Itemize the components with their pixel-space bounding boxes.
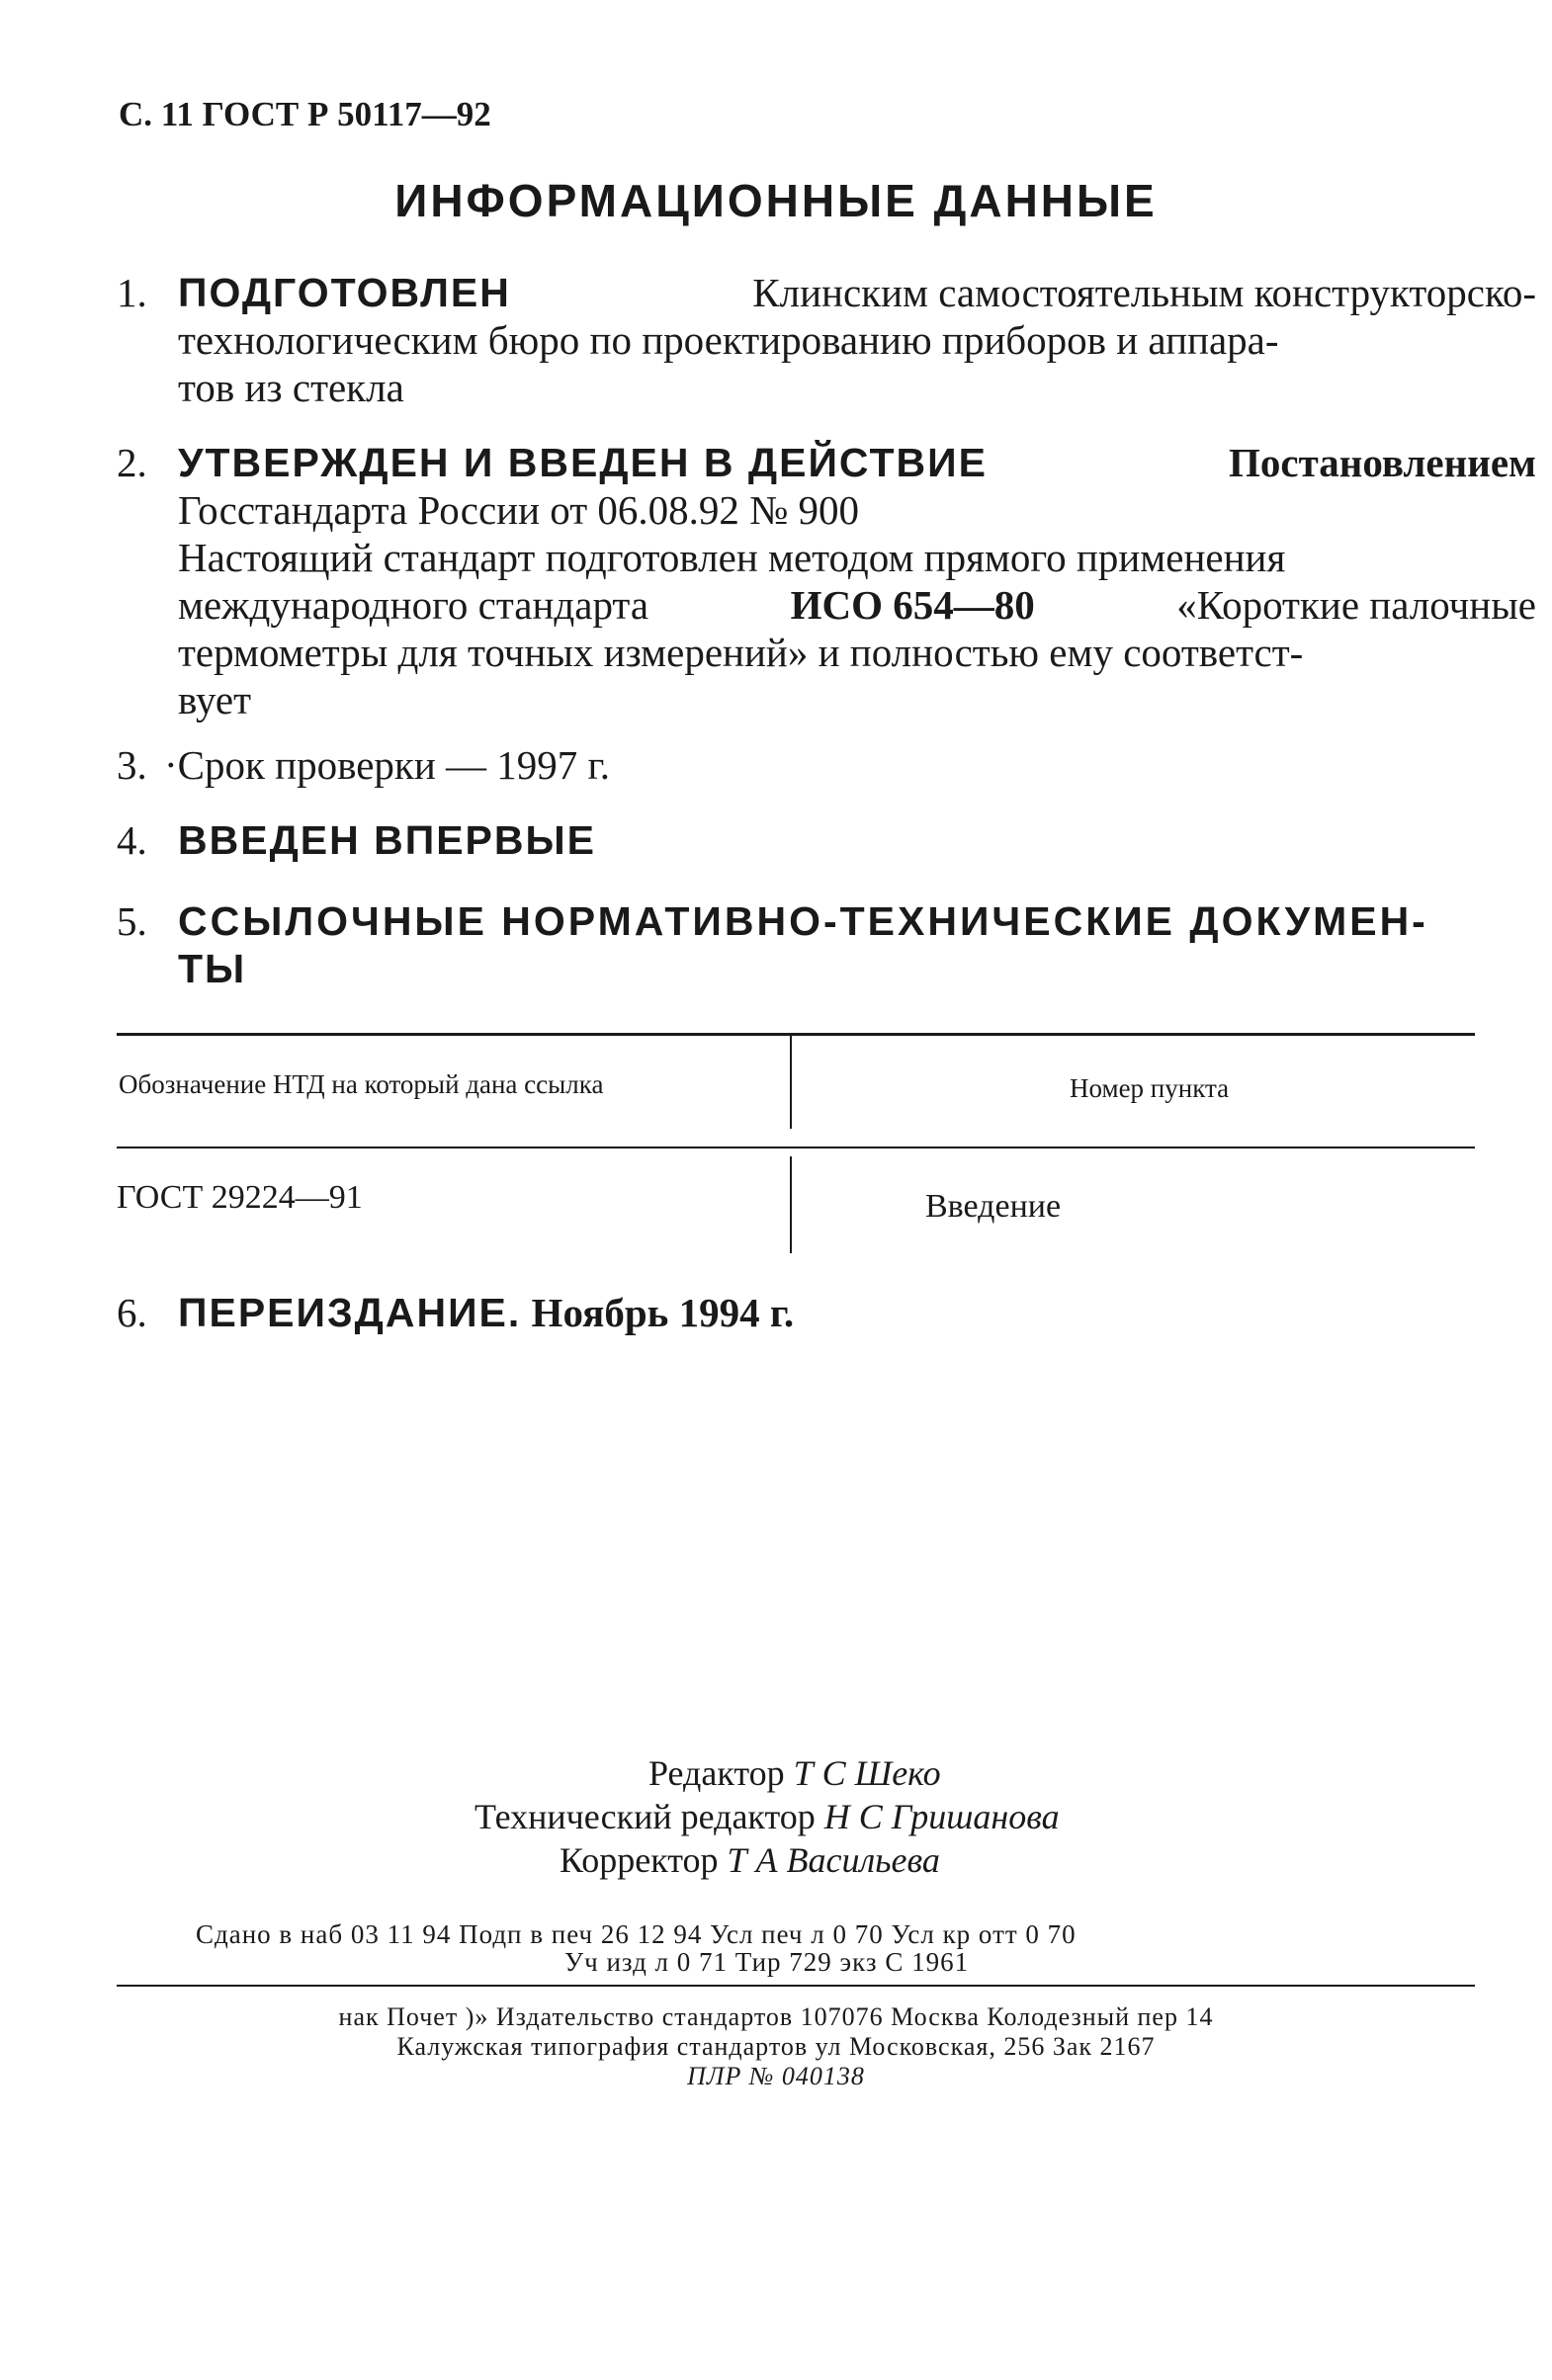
page-header: С. 11 ГОСТ Р 50117—92 (119, 95, 491, 133)
item-lead: УТВЕРЖДЕН И ВВЕДЕН В ДЕЙСТВИЕ (178, 440, 988, 485)
item-text: тов из стекла (178, 365, 404, 410)
credit-name: Т С Шеко (793, 1753, 941, 1793)
item-text: ·Срок проверки — 1997 г. (164, 742, 610, 788)
page-title: ИНФОРМАЦИОННЫЕ ДАННЫЕ (394, 175, 1158, 226)
item-text: Настоящий стандарт подготовлен методом прямого применения (178, 535, 1286, 580)
imprint-rule (117, 1985, 1475, 1987)
standard-ref: ИСО 654—80 (790, 582, 1035, 628)
table-divider (790, 1156, 792, 1253)
item-lead: ВВЕДЕН ВПЕРВЫЕ (178, 817, 596, 863)
item-line (178, 269, 1536, 316)
item-lead: ССЫЛОЧНЫЕ НОРМАТИВНО-ТЕХНИЧЕСКИЕ ДОКУМЕН- (178, 898, 1428, 944)
credits-block (474, 1751, 1166, 1882)
table-header-clause: Номер пункта (1070, 1073, 1230, 1103)
item-number: 6. (117, 1290, 147, 1335)
item-lead: ТЫ (178, 946, 247, 991)
credit-name: Т А Васильева (727, 1840, 940, 1880)
table-top-rule (117, 1033, 1475, 1036)
imprint-line: нак Почет )» Издательство стандартов 107076 Москва Колодезный пер 14 (338, 2002, 1214, 2031)
item-lead: ПОДГОТОВЛЕН (178, 270, 511, 315)
table-header-rule (117, 1147, 1475, 1148)
item-number: 2. (117, 440, 147, 485)
item-lead: ПЕРЕИЗДАНИЕ. (178, 1290, 522, 1335)
print-info-line: Сдано в наб 03 11 94 Подп в печ 26 12 94 Усл печ л 0 70 Усл кр отт 0 70 (196, 1919, 1077, 1949)
item-text: вует (178, 677, 252, 722)
imprint-license: ПЛР № 040138 (687, 2062, 865, 2090)
table-cell-ref: ГОСТ 29224—91 (117, 1179, 363, 1216)
credit-tech-editor (474, 1795, 1166, 1838)
item-text: Госстандарта России от 06.08.92 № 900 (178, 487, 860, 533)
print-info-line: Уч изд л 0 71 Тир 729 экз С 1961 (564, 1947, 970, 1977)
item-line (178, 1289, 794, 1336)
item-number: 5. (117, 898, 147, 944)
credit-proofreader (474, 1838, 1166, 1882)
credit-role: Технический редактор (474, 1797, 816, 1836)
table-header-ref: Обозначение НТД на который дана ссылка (119, 1069, 604, 1099)
item-text: «Короткие палочные (1176, 582, 1536, 628)
item-number: 1. (117, 270, 147, 315)
item-text: Постановлением (1228, 440, 1536, 485)
credit-editor (474, 1751, 1166, 1795)
credit-role: Редактор (648, 1753, 785, 1793)
item-line (178, 581, 1536, 629)
item-text: Клинским самостоятельным конструкторско- (752, 270, 1536, 315)
imprint-line: Калужская типография стандартов ул Московская, 256 Зак 2167 (396, 2032, 1156, 2061)
item-text: международного стандарта (178, 582, 649, 628)
item-text: технологическим бюро по проектированию приборов и аппара- (178, 317, 1279, 363)
item-text: термометры для точных измерений» и полностью ему соответст- (178, 630, 1304, 675)
item-number: 4. (117, 817, 147, 863)
credit-name: Н С Гришанова (823, 1797, 1060, 1836)
item-text: Ноябрь 1994 г. (531, 1290, 795, 1335)
table-divider (790, 1036, 792, 1129)
imprint-block (0, 2002, 1552, 2091)
item-number: 3. (117, 742, 147, 788)
item-line (178, 439, 1536, 486)
credit-role: Корректор (560, 1840, 719, 1880)
table-cell-clause: Введение (925, 1188, 1062, 1225)
